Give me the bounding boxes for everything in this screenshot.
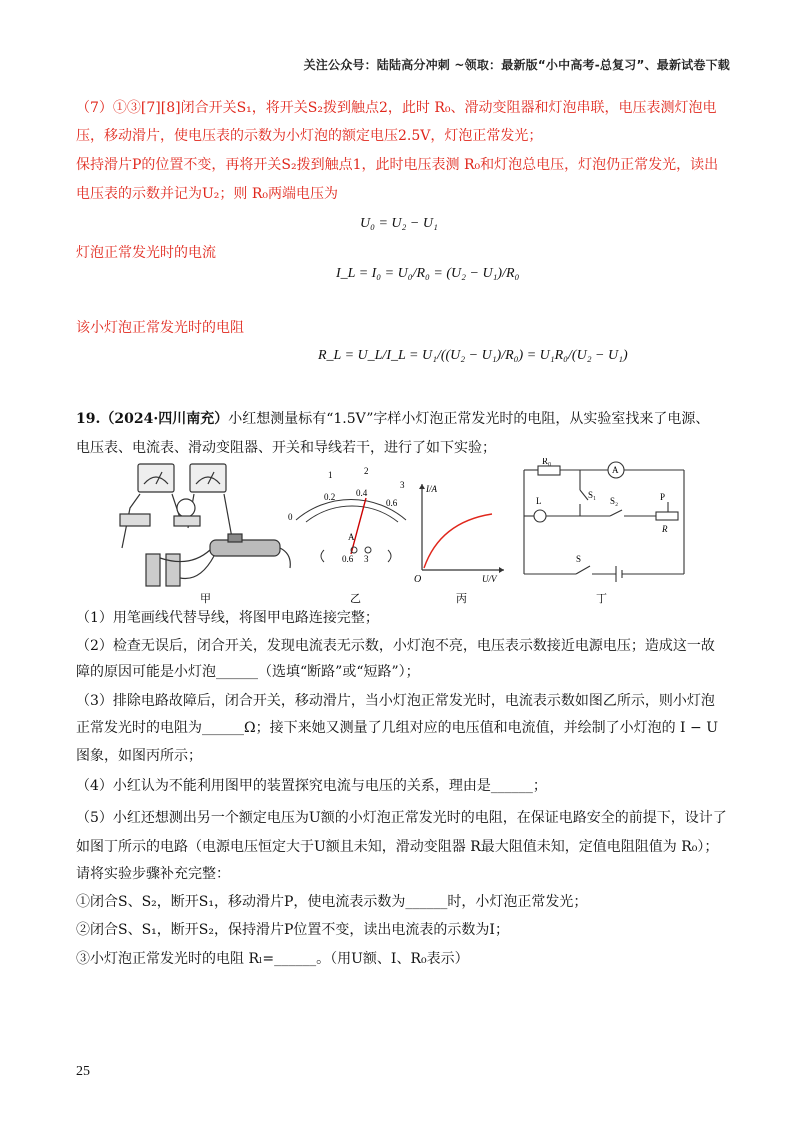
solution-line-1: （7）①③[7][8]闭合开关S₁，将开关S₂拨到触点2，此时 R₀、滑动变阻器和灯泡串联，电压表测灯泡电	[76, 100, 717, 116]
solution-line-2: 压，移动滑片，使电压表的示数为小灯泡的额定电压2.5V，灯泡正常发光；	[76, 128, 543, 144]
equation-resistance	[318, 348, 628, 364]
tick-0.4: 0.4	[356, 488, 368, 498]
equation-resistance-text: R_L = U_L/I_L = U₁/((U₂ − U₁)/R₀) = U₁R₀/(U₂ − U₁)	[318, 348, 628, 363]
figure-bing-graph	[414, 484, 504, 585]
tick-1: 1	[328, 470, 333, 480]
caption-bing: 丙	[456, 593, 467, 605]
tick-3: 3	[400, 480, 405, 490]
label-r: R	[662, 524, 668, 534]
subq-5c: 请将实验步骤补充完整：	[76, 866, 230, 882]
ammeter-unit: A	[348, 532, 355, 542]
subq-2b: 障的原因可能是小灯泡______（选填“断路”或“短路”）；	[76, 664, 420, 680]
label-s1: S₁	[588, 490, 597, 500]
figures-row	[110, 458, 710, 608]
subq-2a: （2）检查无误后，闭合开关，发现电流表无示数，小灯泡不亮，电压表示数接近电源电压；造成这一故	[76, 638, 715, 654]
figure-yi-ammeter	[288, 466, 406, 564]
question-line-1	[76, 409, 709, 429]
equation-current	[336, 266, 519, 282]
subq-3a: （3）排除电路故障后，闭合开关，移动滑片，当小灯泡正常发光时，电流表示数如图乙所示，则小灯泡	[76, 693, 715, 709]
graph-ylabel: I/A	[426, 484, 437, 494]
page-number: 25	[76, 1064, 90, 1079]
caption-yi: 乙	[350, 593, 361, 605]
subq-5b: 如图丁所示的电路（电源电压恒定大于U额且未知，滑动变阻器 R最大阻值未知，定值电阻阻值为 R₀）；	[76, 839, 719, 855]
label-lamp: L	[536, 496, 542, 506]
question-text-1: 小红想测量标有“1.5V”字样小灯泡正常发光时的电阻，从实验室找来了电源、	[228, 411, 710, 427]
tick-0.6: 0.6	[386, 498, 398, 508]
figure-jia-apparatus	[120, 464, 290, 586]
step-3: ③小灯泡正常发光时的电阻 Rₗ=______。（用U额、I、R₀表示）	[76, 951, 469, 967]
caption-ding: 丁	[596, 593, 607, 605]
question-source: （2024·四川南充）	[100, 411, 229, 427]
subq-3b: 正常发光时的电阻为______Ω；接下来她又测量了几组对应的电压值和电流值，并绘制了小灯泡的 I − U	[76, 720, 719, 736]
solution-text-resistance: 该小灯泡正常发光时的电阻	[76, 320, 244, 336]
iu-curve	[424, 514, 492, 568]
label-s: S	[576, 554, 582, 564]
label-p: P	[660, 492, 666, 502]
equation-u0	[360, 216, 438, 232]
caption-jia: 甲	[200, 593, 211, 605]
subq-4: （4）小红认为不能利用图甲的装置探究电流与电压的关系，理由是______；	[76, 778, 547, 794]
equation-current-text: I_L = I₀ = U₀/R₀ = (U₂ − U₁)/R₀	[336, 266, 520, 281]
graph-xlabel: U/V	[482, 574, 497, 584]
subq-1: （1）用笔画线代替导线，将图甲电路连接完整；	[76, 610, 379, 626]
figure-ding-circuit	[524, 462, 684, 582]
tick-0: 0	[288, 512, 293, 522]
graph-origin: O	[414, 574, 422, 585]
label-r0: R₀	[542, 458, 552, 466]
question-number: 19.	[76, 411, 101, 427]
page-header: 关注公众号：陆陆高分冲刺 ~领取：最新版“小中高考-总复习”、最新试卷下载	[303, 58, 730, 72]
solution-text-current: 灯泡正常发光时的电流	[76, 245, 216, 261]
terminal-0.6: 0.6	[342, 554, 354, 564]
terminal-3: 3	[364, 554, 369, 564]
label-s2: S₂	[610, 496, 619, 506]
solution-line-4: 电压表的示数并记为U₂；则 R₀两端电压为	[76, 186, 339, 202]
label-ammeter: A	[612, 465, 619, 475]
question-line-2: 电压表、电流表、滑动变阻器、开关和导线若干，进行了如下实验；	[76, 440, 496, 456]
step-2: ②闭合S、S₁，断开S₂，保持滑片P位置不变，读出电流表的示数为I；	[76, 922, 509, 938]
solution-line-3: 保持滑片P的位置不变，再将开关S₂拨到触点1，此时电压表测 R₀和灯泡总电压，灯泡仍正常发光，读出	[76, 157, 719, 173]
step-1: ①闭合S、S₂，断开S₁，移动滑片P，使电流表示数为______时，小灯泡正常发光；	[76, 894, 588, 910]
subq-5a: （5）小红还想测出另一个额定电压为U额的小灯泡正常发光时的电阻，在保证电路安全的前提下，设计了	[76, 810, 727, 826]
subq-3c: 图象，如图丙所示；	[76, 748, 202, 764]
equation-u0-text: U₀ = U₂ − U₁	[360, 216, 438, 231]
tick-0.2: 0.2	[324, 492, 336, 502]
figure-captions	[200, 592, 607, 605]
tick-2: 2	[364, 466, 369, 476]
